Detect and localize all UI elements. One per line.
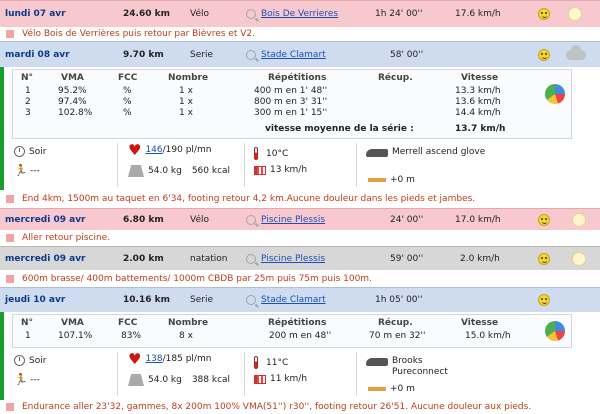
scale-icon — [128, 374, 144, 386]
cell: 102.8% — [58, 108, 93, 118]
comment-bullet-icon — [6, 195, 14, 203]
activity-speed: 2.0 km/h — [460, 253, 500, 264]
search-icon[interactable] — [246, 50, 256, 60]
cell: 1 x — [179, 108, 193, 118]
cell: % — [123, 97, 132, 107]
activity-sport: Serie — [190, 295, 213, 305]
cell: 13.6 km/h — [455, 97, 501, 107]
place-link[interactable]: Stade Clamart — [261, 49, 326, 60]
cell: 200 m en 48'' — [269, 331, 332, 341]
activity-speed: 17.0 km/h — [455, 214, 501, 225]
activity-row[interactable] — [0, 246, 600, 270]
chart-icon[interactable] — [545, 84, 565, 104]
activity-duration: 1h 05' 00'' — [375, 295, 423, 305]
wind-speed: 11 km/h — [270, 374, 308, 384]
thermometer-icon — [254, 147, 258, 160]
activity-date: mercredi 09 avr — [5, 214, 86, 225]
activity-date: mercredi 09 avr — [5, 253, 86, 264]
smiley-icon — [538, 8, 550, 20]
runner-icon: 🏃 — [14, 164, 28, 177]
wind-icon — [254, 375, 266, 384]
search-icon[interactable] — [246, 295, 256, 305]
chart-icon[interactable] — [545, 321, 565, 341]
wind-icon — [254, 166, 266, 175]
cell: 1 — [25, 331, 31, 341]
clock-icon — [14, 355, 25, 366]
activity-row[interactable] — [0, 0, 600, 27]
runner-value: --- — [30, 166, 40, 176]
clock-icon — [14, 146, 25, 157]
col-header: Vitesse — [461, 73, 499, 83]
cell: 14.4 km/h — [455, 108, 501, 118]
activity-comment: End 4km, 1500m au taquet en 6'34, footing retour 4,2 km.Aucune douleur dans les pieds et jambes. — [0, 190, 600, 208]
cell: 83% — [121, 331, 142, 341]
activity-duration: 59' 00'' — [390, 253, 424, 264]
comment-bullet-icon — [6, 275, 14, 283]
activity-comment: Vélo Bois de Verrières puis retour par Bièvres et V2. — [0, 27, 600, 41]
col-header: FCC — [118, 318, 138, 328]
activity-comment: Endurance aller 23'32, gammes, 8x 200m 100% VMA(51'') r30'', footing retour 26'51. Aucune douleur aux pieds. — [0, 400, 600, 414]
col-header: FCC — [118, 73, 138, 83]
activity-duration: 24' 00'' — [390, 214, 424, 225]
activity-place — [246, 42, 326, 67]
series-table — [12, 314, 572, 348]
series-table — [12, 69, 572, 139]
cloud-icon — [566, 50, 586, 60]
shoe-icon — [366, 149, 388, 157]
activity-sport: Vélo — [190, 9, 210, 19]
col-header: Récup. — [378, 73, 413, 83]
cell: 400 m en 1' 48'' — [254, 86, 328, 96]
place-link[interactable]: Stade Clamart — [261, 295, 326, 305]
temperature: 11°C — [266, 357, 289, 368]
runner-value: --- — [30, 375, 40, 385]
sun-icon — [572, 213, 586, 227]
search-icon[interactable] — [246, 9, 256, 19]
cell: % — [123, 86, 132, 96]
heart-icon: ♥ — [128, 141, 142, 159]
cell: 1 x — [179, 97, 193, 107]
activity-place — [246, 288, 326, 312]
cell: 15.0 km/h — [465, 331, 511, 341]
activity-distance: 6.80 km — [123, 214, 164, 225]
wind-speed: 13 km/h — [270, 165, 308, 175]
cell: 8 x — [179, 331, 193, 341]
col-header: Récup. — [378, 318, 413, 328]
col-header: VMA — [61, 73, 84, 83]
shoe-wear-bar — [368, 387, 386, 391]
thermometer-icon — [254, 356, 258, 369]
cell: 70 m en 32'' — [369, 331, 426, 341]
heart-icon: ♥ — [128, 350, 142, 368]
scale-icon — [128, 165, 144, 177]
heart-rate-link[interactable]: 146 — [145, 145, 163, 155]
place-link[interactable]: Piscine Plessis — [261, 253, 326, 264]
runner-icon: 🏃 — [14, 373, 28, 386]
shoe-name: Merrell ascend glove — [392, 147, 486, 157]
activity-distance: 24.60 km — [123, 9, 170, 19]
activity-sport: Vélo — [190, 214, 210, 225]
activity-place — [246, 247, 325, 270]
cell: 1 x — [179, 86, 193, 96]
cell: % — [123, 108, 132, 118]
weight-value: 54.0 kg — [148, 375, 182, 385]
time-of-day: Soir — [29, 146, 47, 157]
cell: 95.2% — [58, 86, 87, 96]
col-header: Nombre — [168, 318, 209, 328]
cell: 107.1% — [58, 331, 93, 341]
cell: 800 m en 3' 31'' — [254, 97, 328, 107]
avg-speed-value: 13.7 km/h — [455, 124, 506, 134]
activity-comment: 600m brasse/ 400m battements/ 1000m CBDB par 25m puis 75m puis 100m. — [0, 270, 600, 287]
col-header: Répétitions — [268, 73, 327, 83]
activity-date: jeudi 10 avr — [5, 295, 66, 305]
heart-rate-link[interactable]: 138 — [145, 354, 163, 364]
cell: 97.4% — [58, 97, 87, 107]
col-header: VMA — [61, 318, 84, 328]
comment-bullet-icon — [6, 234, 14, 242]
place-link[interactable]: Bois De Verrieres — [261, 9, 339, 19]
weight-value: 54.0 kg — [148, 166, 182, 176]
sun-icon — [568, 7, 582, 21]
activity-distance: 10.16 km — [123, 295, 170, 305]
col-header: Vitesse — [461, 318, 499, 328]
activity-place — [246, 209, 325, 230]
activity-speed: 17.6 km/h — [455, 9, 501, 19]
activity-detail — [0, 67, 600, 190]
comment-bullet-icon — [6, 30, 14, 38]
activity-duration: 1h 24' 00'' — [375, 9, 423, 19]
activity-duration: 58' 00'' — [390, 49, 424, 60]
heart-rate-max: /185 pl/mn — [162, 354, 212, 364]
search-icon[interactable] — [246, 254, 256, 264]
shoe-km: +0 m — [390, 175, 415, 185]
shoe-wear-bar — [368, 178, 386, 182]
cell: 300 m en 1' 15'' — [254, 108, 328, 118]
col-header: Nombre — [168, 73, 209, 83]
col-header: Répétitions — [268, 318, 327, 328]
smiley-icon — [538, 214, 550, 226]
search-icon[interactable] — [246, 215, 256, 225]
cell: 3 — [25, 108, 31, 118]
activity-date: mardi 08 avr — [5, 49, 70, 60]
time-of-day: Soir — [29, 355, 47, 366]
activity-row[interactable] — [0, 208, 600, 230]
activity-distance: 9.70 km — [123, 49, 164, 60]
kcal-value: 560 kcal — [191, 166, 231, 176]
activity-sport: Serie — [190, 49, 213, 60]
activity-date: lundi 07 avr — [5, 9, 66, 19]
shoe-icon — [366, 358, 388, 366]
smiley-icon — [538, 253, 550, 265]
activity-row[interactable] — [0, 41, 600, 67]
activity-place — [246, 1, 338, 27]
sun-icon — [572, 252, 586, 266]
kcal-value: 388 kcal — [191, 375, 231, 385]
col-header: N° — [21, 318, 34, 328]
cell: 13.3 km/h — [455, 86, 501, 96]
smiley-icon — [538, 294, 550, 306]
cell: 1 — [25, 86, 31, 96]
col-header: N° — [21, 73, 34, 83]
comment-bullet-icon — [6, 403, 14, 411]
shoe-km: +0 m — [390, 384, 415, 394]
cell: 2 — [25, 97, 31, 107]
place-link[interactable]: Piscine Plessis — [261, 214, 326, 225]
temperature: 10°C — [266, 148, 289, 159]
activity-row[interactable] — [0, 287, 600, 312]
shoe-name: Brooks Pureconnect — [392, 356, 448, 377]
heart-rate-max: /190 pl/mn — [162, 145, 212, 155]
avg-speed-label: vitesse moyenne de la série : — [265, 124, 414, 134]
activity-detail — [0, 312, 600, 400]
activity-distance: 2.00 km — [123, 253, 164, 264]
activity-comment: Aller retour piscine. — [0, 230, 600, 246]
activity-sport: natation — [190, 253, 228, 264]
smiley-icon — [538, 49, 550, 61]
